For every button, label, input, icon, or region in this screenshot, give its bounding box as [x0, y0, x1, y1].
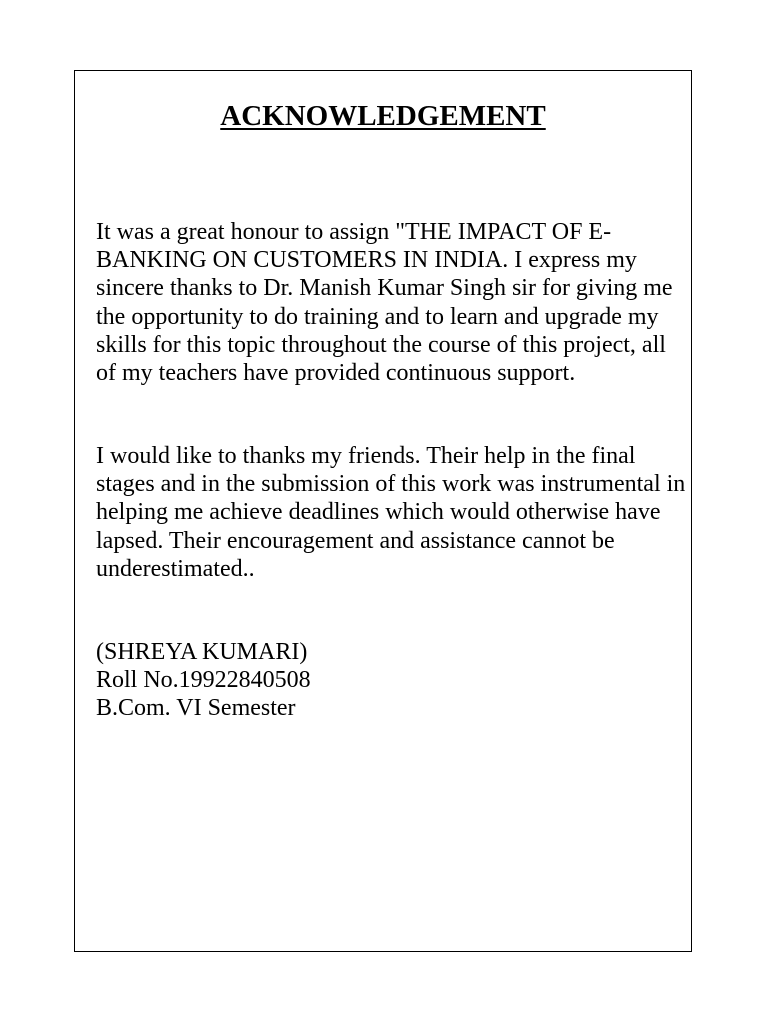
page-title: ACKNOWLEDGEMENT — [220, 100, 546, 132]
signature-course: B.Com. VI Semester — [96, 695, 296, 722]
signature-block — [96, 638, 311, 723]
acknowledgement-paragraph-1: It was a great honour to assign "THE IMPACT OF E-BANKING ON CUSTOMERS IN INDIA. I express my sincere thanks to Dr. Manish Kumar Singh sir for giving me the opportunity to do training and to learn and upgrade my skills for this topic throughout the course of this project, all of my teachers have provided continuous support. — [96, 219, 673, 387]
acknowledgement-paragraph-2: I would like to thanks my friends. Their help in the final stages and in the submission of this work was instrumental in helping me achieve deadlines which would otherwise have lapsed. Their encouragement and assistance cannot be underestimated.. — [96, 443, 686, 582]
signature-name: (SHREYA KUMARI) — [96, 639, 308, 665]
signature-roll-number: Roll No.19922840508 — [96, 667, 311, 694]
